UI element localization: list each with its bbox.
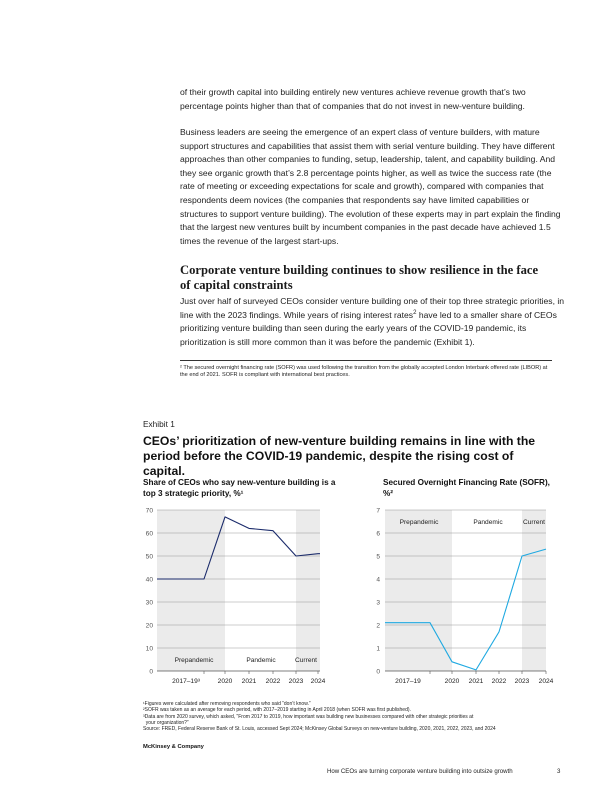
chart1-xtick-label: 2022 (265, 678, 281, 685)
chart1-xtick-label: 2024 (310, 678, 326, 685)
source-note-2: ²SOFR was taken as an average for each period, with 2017–2019 starting in April 2018 (when SOFR was first published). (143, 707, 411, 714)
chart1-xtick-label: 2021 (241, 678, 257, 685)
exhibit-label: Exhibit 1 (143, 419, 175, 429)
chart2-xtick-label: 2023 (514, 678, 530, 685)
chart1-ytick-label: 20 (145, 622, 153, 630)
chart1-ytick-label: 50 (145, 553, 153, 561)
brand-logo-text: McKinsey & Company (143, 744, 204, 750)
para3-text-b: have led to a smaller share of CEOs prioritizing venture building than seen during the early years of the COVID-19 pandemic, its prioritization is still more common than it was before the pandemic (Exhibit 1). (180, 309, 557, 347)
source-notes (143, 701, 563, 732)
chart1-period-label: Prepandemic (174, 657, 214, 664)
body-paragraph-1: of their growth capital into building entirely new ventures achieve revenue growth that’s two percentage points higher than that of companies that do not invest in new-venture building. (180, 87, 526, 111)
chart2-ytick-label: 3 (376, 599, 380, 607)
chart2-xtick-label: 2024 (538, 678, 554, 685)
chart2-period-band-1 (522, 510, 546, 671)
chart2-period-band-0 (385, 510, 452, 671)
chart2-ytick-label: 6 (376, 530, 380, 538)
chart1-ytick-label: 30 (145, 599, 153, 607)
chart2-xtick-label: 2017–19 (395, 678, 421, 685)
chart1-period-label: Current (295, 657, 317, 664)
chart1-title: Share of CEOs who say new-venture building is a top 3 strategic priority, %¹ (143, 478, 336, 498)
chart2-xtick-label: 2020 (444, 678, 460, 685)
source-note-4: your organization?” (143, 719, 189, 726)
para3-footnote-ref: 2 (413, 309, 417, 316)
chart1-ytick-label: 70 (145, 507, 153, 515)
chart2-period-label: Prepandemic (399, 519, 439, 526)
para3-text-a: Just over half of surveyed CEOs consider venture building one of their top three strategic priorities, in line with the 2023 findings. While years of rising interest rates (180, 296, 565, 320)
chart1-ytick-label: 40 (145, 576, 153, 584)
chart2-xtick-label: 2022 (491, 678, 507, 685)
chart2-ytick-label: 4 (376, 576, 380, 584)
running-title: How CEOs are turning corporate venture building into outsize growth (327, 768, 513, 775)
page-number: 3 (557, 768, 561, 775)
chart2-period-label: Current (523, 519, 545, 526)
chart1-xtick-label: 2023 (288, 678, 304, 685)
source-note-1: ¹Figures were calculated after removing respondents who said “don’t know.” (143, 701, 311, 707)
chart2-ytick-label: 7 (376, 507, 380, 515)
chart1-ytick-label: 10 (145, 645, 153, 653)
chart1-xtick-label: 2017–19³ (172, 678, 200, 685)
footnote: ² The secured overnight financing rate (SOFR) was used following the transition from the globally accepted London Interbank offered rate (LIBOR) at the end of 2021. SOFR is compliant with international best practices. (180, 365, 548, 379)
chart2-ytick-label: 5 (376, 553, 380, 561)
source-note-5: Source: FRED, Federal Reserve Bank of St. Louis, accessed Sept 2024; McKinsey Global Surveys on new-venture building, 2020, 2021, 2022, 2023, and 2024 (143, 726, 496, 733)
source-note-3: ³Data are from 2020 survey, which asked, “From 2017 to 2019, how important was building new businesses compared with other strategic priorities at (143, 713, 474, 720)
chart1-period-label: Pandemic (246, 657, 276, 664)
chart2-period-label: Pandemic (473, 519, 503, 526)
chart1-ytick-label: 60 (145, 530, 153, 538)
chart2-xtick-label: 2021 (468, 678, 484, 685)
chart1-ytick-label: 0 (149, 668, 153, 676)
body-paragraph-2: Business leaders are seeing the emergence of an expert class of venture builders, with mature support structures and capabilities that assist them with serial venture building. They have different approaches than other companies to funding, setup, leadership, talent, and capability building. And they see organic growth that’s 2.8 percentage points higher, as well as twice the success rate (the rate of meeting or exceeding expectations for scale and growth), compared with companies that respondents deem novices (the companies that respondents say have limited capabilities or structures to support venture building). The evolution of these experts may in part explain the finding that the largest new ventures built by incumbent companies in the past decade have achieved 1.5 times the revenue of the largest start-ups. (180, 127, 561, 246)
exhibit-title: CEOs’ prioritization of new-venture building remains in line with the period before the COVID-19 pandemic, despite the rising cost of capital. (143, 434, 536, 479)
section-heading: Corporate venture building continues to show resilience in the face of capital constraints (180, 263, 539, 292)
chart2-ytick-label: 2 (376, 622, 380, 630)
chart2-title: Secured Overnight Financing Rate (SOFR), %² (383, 478, 550, 498)
chart2-ytick-label: 1 (376, 645, 380, 653)
chart2-ytick-label: 0 (376, 668, 380, 676)
chart1-xtick-label: 2020 (217, 678, 233, 685)
